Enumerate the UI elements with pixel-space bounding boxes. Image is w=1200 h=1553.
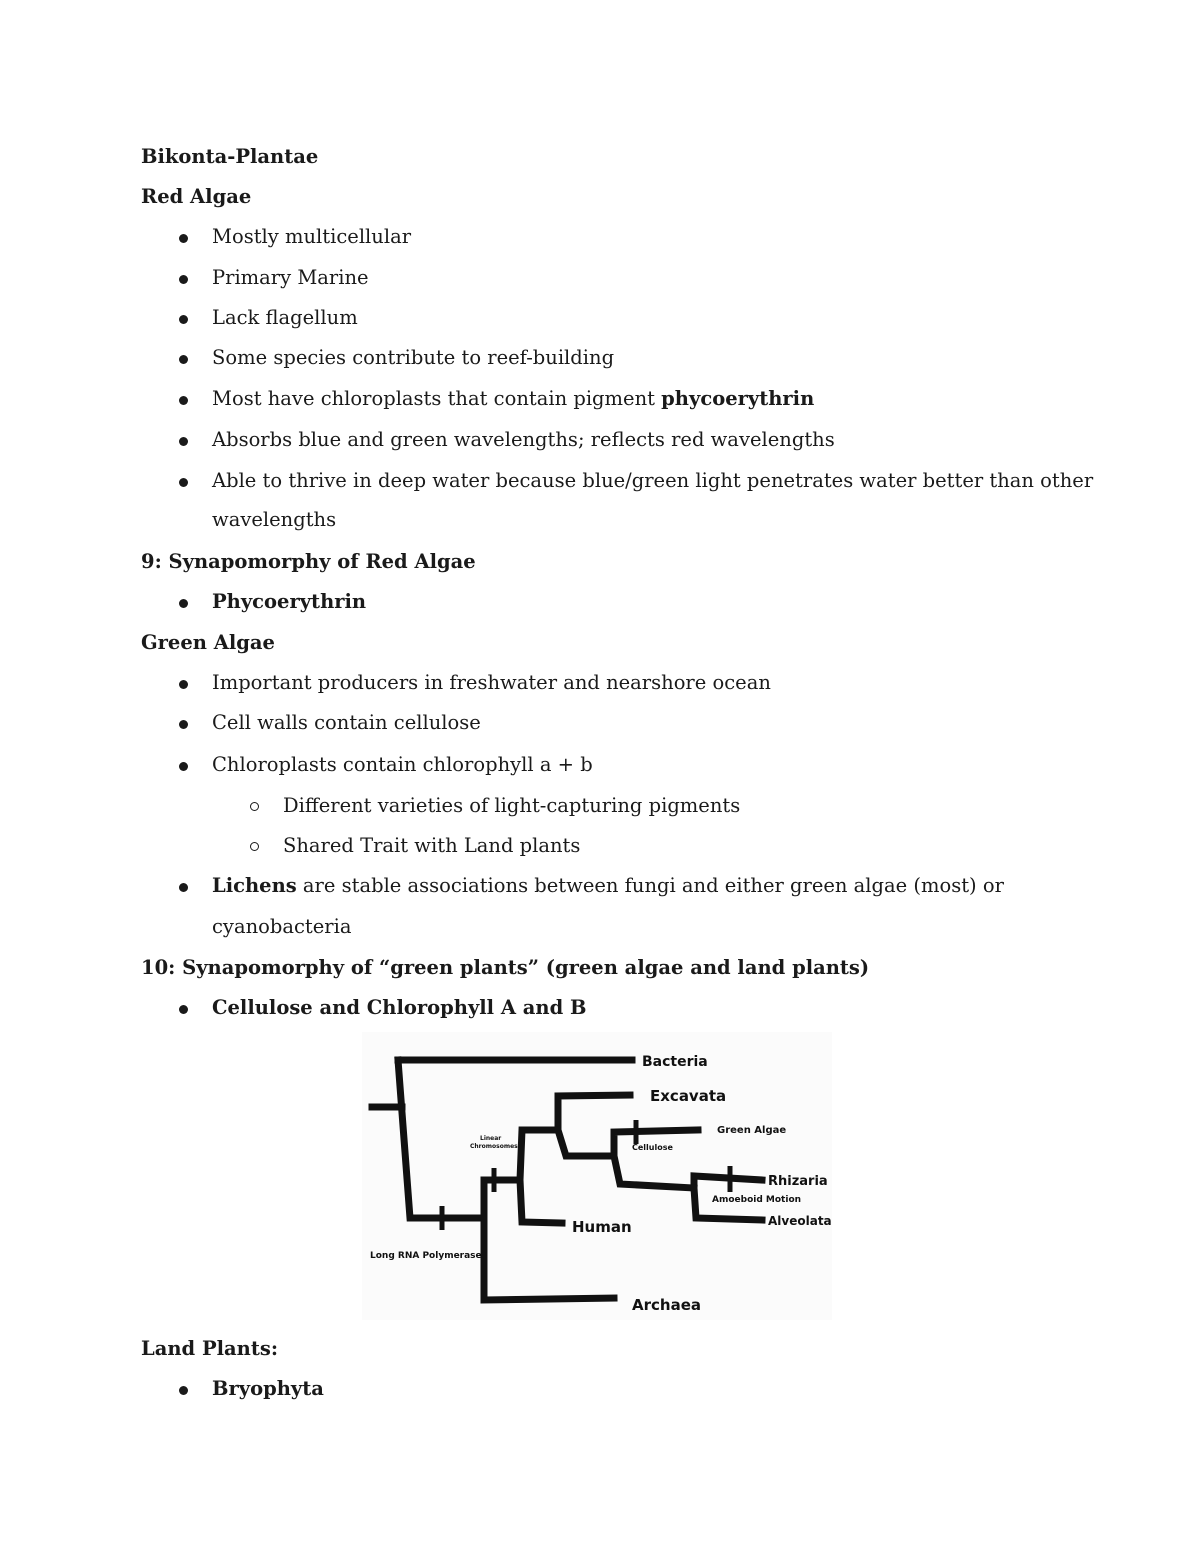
label-excavata: Excavata <box>650 1087 727 1105</box>
list-item: Mostly multicellular <box>212 225 412 248</box>
list-item: Able to thrive in deep water because blue/green light penetrates water better than other <box>212 469 1094 492</box>
bullet-icon <box>179 680 188 689</box>
bullet-icon <box>179 437 188 446</box>
bullet-icon <box>179 355 188 364</box>
phylogenetic-tree-diagram <box>362 1032 832 1320</box>
list-item-continuation: cyanobacteria <box>212 915 352 938</box>
label-human: Human <box>572 1218 632 1236</box>
list-item: Phycoerythrin <box>212 590 367 613</box>
heading-land-plants: Land Plants: <box>141 1337 279 1360</box>
label-chromosomes: Chromosomes <box>470 1143 518 1150</box>
label-green-algae: Green Algae <box>717 1125 787 1136</box>
bullet-icon <box>179 599 188 608</box>
bullet-icon <box>179 762 188 771</box>
list-item <box>212 873 1004 899</box>
heading-bikonta-plantae: Bikonta-Plantae <box>141 145 319 168</box>
list-item: Cellulose and Chlorophyll A and B <box>212 996 587 1019</box>
heading-red-algae: Red Algae <box>141 185 252 208</box>
label-bacteria: Bacteria <box>642 1054 708 1070</box>
list-item: Bryophyta <box>212 1377 324 1400</box>
term-lichens: Lichens <box>212 874 297 897</box>
list-item <box>212 386 814 412</box>
bullet-icon <box>179 396 188 405</box>
label-archaea: Archaea <box>632 1296 701 1314</box>
heading-synapomorphy-9: 9: Synapomorphy of Red Algae <box>141 550 476 573</box>
list-item: Some species contribute to reef-building <box>212 346 615 369</box>
list-item: Cell walls contain cellulose <box>212 711 481 734</box>
list-item: Chloroplasts contain chlorophyll a + b <box>212 753 593 776</box>
list-item-continuation: wavelengths <box>212 508 337 531</box>
bullet-icon <box>179 234 188 243</box>
label-cellulose: Cellulose <box>632 1143 673 1152</box>
bullet-icon <box>179 315 188 324</box>
sub-list-item: Shared Trait with Land plants <box>283 834 581 857</box>
phylogenetic-tree-figure <box>362 1032 832 1320</box>
bullet-icon <box>179 275 188 284</box>
list-item: Absorbs blue and green wavelengths; reflects red wavelengths <box>212 428 835 451</box>
label-linear: Linear <box>480 1135 502 1142</box>
label-alveolata: Alveolata <box>768 1214 832 1228</box>
list-item-text: are stable associations between fungi and either green algae (most) or <box>296 874 1004 897</box>
bullet-icon <box>179 1005 188 1014</box>
list-item: Important producers in freshwater and nearshore ocean <box>212 671 771 694</box>
sub-bullet-icon <box>250 802 259 811</box>
label-rhizaria: Rhizaria <box>768 1174 828 1189</box>
list-item: Primary Marine <box>212 266 369 289</box>
label-long-rna-polymerase: Long RNA Polymerase <box>370 1251 482 1261</box>
list-item: Lack flagellum <box>212 306 358 329</box>
list-item-text: Most have chloroplasts that contain pigment <box>212 387 662 410</box>
heading-synapomorphy-10: 10: Synapomorphy of “green plants” (green algae and land plants) <box>141 956 870 979</box>
bullet-icon <box>179 1386 188 1395</box>
sub-list-item: Different varieties of light-capturing pigments <box>283 794 741 817</box>
bullet-icon <box>179 720 188 729</box>
heading-green-algae: Green Algae <box>141 631 275 654</box>
bullet-icon <box>179 478 188 487</box>
term-phycoerythrin: phycoerythrin <box>661 387 815 410</box>
sub-bullet-icon <box>250 842 259 851</box>
label-amoeboid-motion: Amoeboid Motion <box>712 1195 802 1205</box>
bullet-icon <box>179 883 188 892</box>
